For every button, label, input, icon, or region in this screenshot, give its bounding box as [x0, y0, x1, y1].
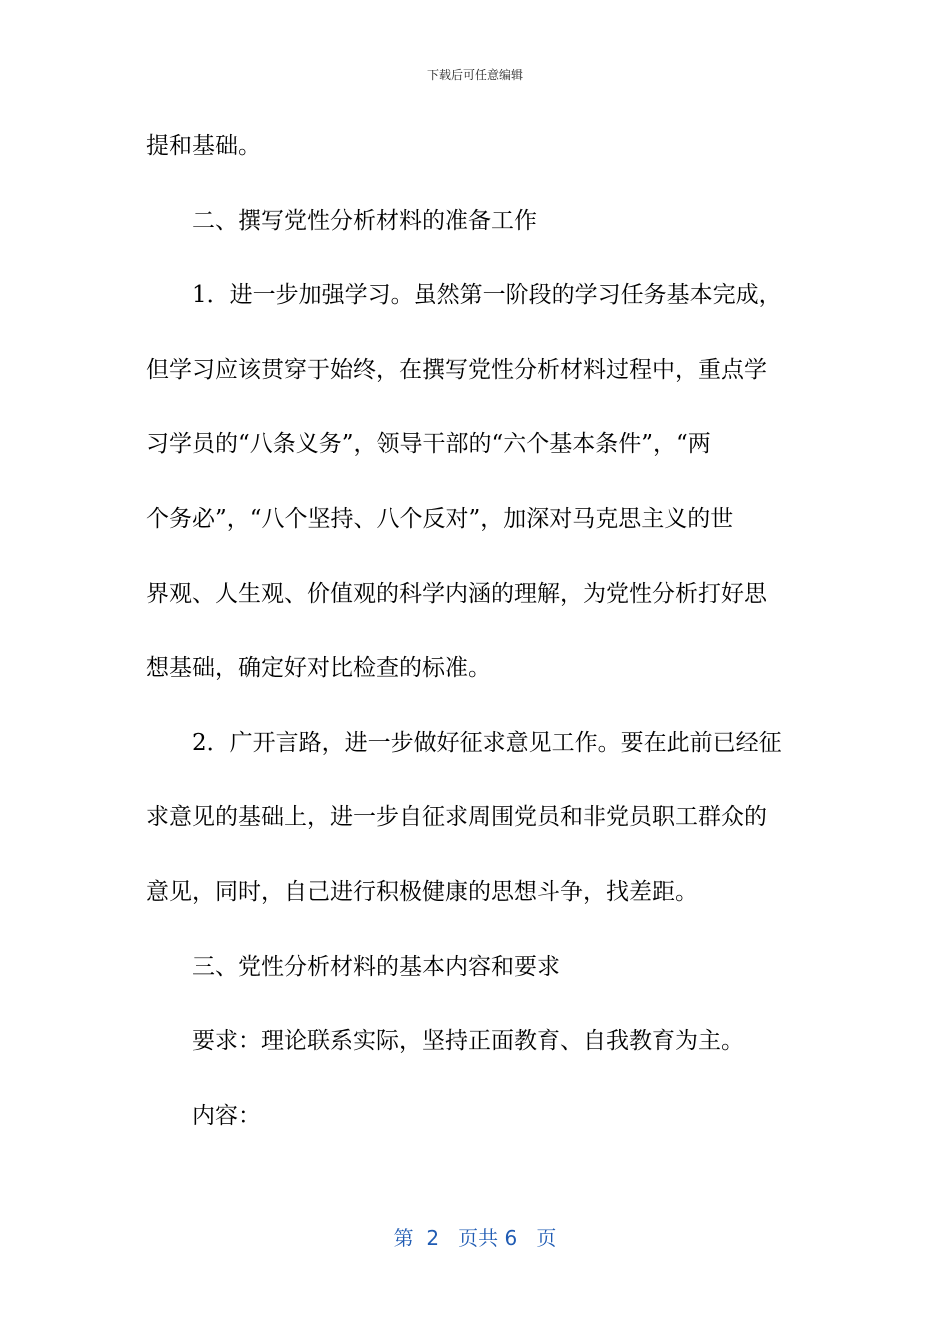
page-number: 第 2 页共 6 页	[393, 1226, 557, 1250]
text-line: 个务必”，“八个坚持、八个反对”，加深对马克思主义的世	[146, 505, 734, 532]
text-line: 意见，同时，自己进行积极健康的思想斗争，找差距。	[146, 878, 698, 905]
text-line: 求意见的基础上，进一步自征求周围党员和非党员职工群众的	[146, 804, 767, 831]
section-heading-3: 三、党性分析材料的基本内容和要求	[192, 953, 560, 980]
text-line: 要求：理论联系实际，坚持正面教育、自我教育为主。	[192, 1028, 744, 1055]
text-line: 提和基础。	[146, 133, 261, 159]
section-heading-2: 二、撰写党性分析材料的准备工作	[192, 207, 537, 234]
text-line: 内容：	[192, 1102, 261, 1129]
text-line: 1．进一步加强学习。虽然第一阶段的学习任务基本完成，	[192, 282, 782, 309]
page-header: 下载后可任意编辑	[426, 68, 523, 82]
text-line: 但学习应该贯穿于始终，在撰写党性分析材料过程中，重点学	[146, 356, 767, 383]
document-body	[146, 121, 806, 1165]
text-line: 想基础，确定好对比检查的标准。	[146, 655, 491, 682]
text-line: 界观、人生观、价值观的科学内涵的理解，为党性分析打好思	[146, 580, 767, 607]
text-line: 习学员的“八条义务”，领导干部的“六个基本条件”，“两	[146, 431, 711, 458]
text-line: 2．广开言路，进一步做好征求意见工作。要在此前已经征	[192, 729, 782, 756]
